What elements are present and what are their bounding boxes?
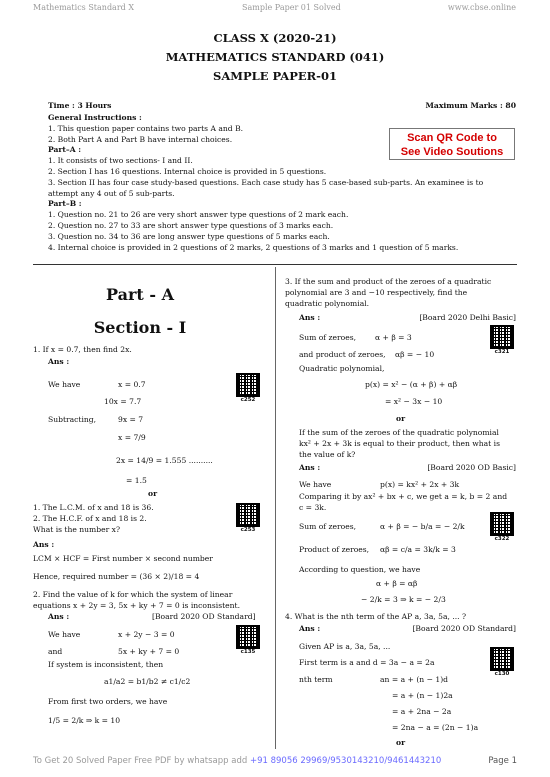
q3-line: quadratic polynomial. — [285, 299, 370, 308]
q3-answer-line: p(x) = x² − (α + β) + αβ — [365, 380, 458, 389]
q3b-answer-line: α + β = − b/a = − 2/k — [380, 522, 465, 531]
instruction-line: 1. This question paper contains two parts A and B. — [48, 123, 244, 133]
running-header — [0, 3, 550, 17]
subject-title: MATHEMATICS STANDARD (041) — [165, 50, 385, 64]
instruction-line: 2. Section I has 16 questions. Internal choice is provided in 5 questions. — [48, 166, 327, 176]
q4-answer-line: nth term — [299, 675, 333, 684]
q1-line: Subtracting, — [48, 415, 97, 424]
time-label: Time : 3 Hours — [48, 101, 112, 110]
q1b-line: 2. The H.C.F. of x and 18 is 2. — [33, 514, 147, 523]
q3b-line: the value of k? — [299, 450, 356, 459]
q3b-answer-line: Comparing it by ax² + bx + c, we get a = k, b = 2 and — [299, 492, 508, 501]
instruction-line: 3. Section II has four case study-based questions. Each case study has 5 case-based sub-parts. An examinee is to — [48, 177, 484, 187]
answer-label: Ans : — [33, 540, 55, 549]
q3b-answer-line: According to question, we have — [299, 565, 421, 574]
q2-answer-line: If system is inconsistent, then — [48, 660, 164, 669]
source-label: [Board 2020 OD Standard] — [412, 624, 516, 633]
qr-icon — [236, 625, 260, 649]
paper-title: SAMPLE PAPER-01 — [213, 69, 337, 83]
q2-answer-line: x + 2y − 3 = 0 — [118, 630, 175, 639]
q1b-answer-line: LCM × HCF = First number × second number — [33, 554, 213, 563]
qr-code-label: c130 — [494, 671, 510, 677]
answer-label: Ans : — [299, 624, 321, 633]
q4-answer-line: = 2na − a = (2n − 1)a — [392, 723, 479, 732]
q1b-answer-line: Hence, required number = (36 × 2)/18 = 4 — [33, 572, 200, 581]
q3-line: 3. If the sum and product of the zeroes of a quadratic — [285, 277, 492, 286]
q3-answer-line: Quadratic polynomial, — [299, 364, 385, 373]
qr-code[interactable] — [490, 512, 514, 542]
q1b-line: 1. The L.C.M. of x and 18 is 36. — [33, 503, 154, 512]
instruction-line: 2. Both Part A and Part B have internal choices. — [48, 134, 233, 144]
q3-answer-line: Sum of zeroes, — [299, 333, 357, 342]
question-1: 1. If x = 0.7̄, then find 2x. — [33, 345, 132, 354]
instruction-line: attempt any 4 out of 5 sub-parts. — [48, 188, 175, 198]
q4-answer-line: First term is a and d = 3a − a = 2a — [299, 658, 435, 667]
footer-phones[interactable]: +91 89056 29969/9530143210/9461443210 — [249, 756, 442, 766]
q3-answer-line: and product of zeroes, — [299, 350, 386, 359]
q3b-answer-line: Product of zeroes, — [299, 545, 370, 554]
q3b-answer-line: We have — [299, 480, 332, 489]
class-title: CLASS X (2020-21) — [213, 31, 337, 45]
paper-titles — [0, 29, 550, 86]
header-left: Mathematics Standard X — [33, 3, 135, 12]
q4-answer-line: = a + (n − 1)2a — [392, 691, 453, 700]
partB-heading: Part–B : — [48, 199, 82, 209]
answer-label: Ans : — [299, 313, 321, 322]
q2-answer-line: 5x + ky + 7 = 0 — [118, 647, 180, 656]
qr-code-label: c252 — [240, 397, 256, 403]
q4-answer-line: an = a + (n − 1)d — [380, 675, 449, 684]
q2-answer-line: 1/5 = 2/k ⇒ k = 10 — [48, 716, 121, 725]
q3b-answer-line: p(x) = kx² + 2x + 3k — [380, 480, 460, 489]
q3b-answer-line: Sum of zeroes, — [299, 522, 357, 531]
source-label: [Board 2020 OD Standard] — [152, 612, 256, 621]
column-divider — [275, 267, 276, 749]
q3-line: polynomial are 3 and −10 respectively, find the — [285, 288, 468, 297]
qr-icon — [236, 373, 260, 397]
q2-answer-line: We have — [48, 630, 81, 639]
page-number: Page 1 — [488, 756, 517, 766]
instruction-line: 1. It consists of two sections- I and II. — [48, 156, 193, 166]
qr-code[interactable] — [236, 625, 260, 655]
qr-icon — [490, 647, 514, 671]
qr-icon — [236, 503, 260, 527]
q1-line: 2x = 14/9 = 1.555 .......... — [116, 456, 213, 465]
q1-line: We have — [48, 380, 81, 389]
section-heading: Section - I — [93, 318, 187, 337]
qr-code[interactable] — [236, 503, 260, 533]
q1-line: 10x = 7.7̄ — [104, 397, 142, 406]
q3b-answer-line: c = 3k. — [299, 503, 327, 512]
q2-answer-line: and — [48, 647, 63, 656]
q3b-answer-line: αβ = c/a = 3k/k = 3 — [380, 545, 456, 554]
qr-icon — [490, 512, 514, 536]
page-footer — [33, 756, 517, 766]
general-heading: General Instructions : — [48, 113, 142, 122]
marks-label: Maximum Marks : 80 — [425, 101, 516, 110]
qr-code-label: c135 — [240, 649, 256, 655]
q3b-line: If the sum of the zeroes of the quadratic polynomial — [299, 428, 499, 437]
q1-line: 9x = 7 — [118, 415, 144, 424]
q3b-answer-line: − 2/k = 3 ⇒ k = − 2/3 — [361, 595, 446, 604]
q2-answer-line: From first two orders, we have — [48, 697, 168, 706]
qr-icon — [490, 325, 514, 349]
instruction-line: 2. Question no. 27 to 33 are short answer type questions of 3 marks each. — [48, 220, 334, 230]
q3-answer-line: α + β = 3 — [375, 333, 412, 342]
q2-line: 2. Find the value of k for which the system of linear — [33, 590, 233, 599]
instruction-line: 3. Question no. 34 to 36 are long answer type questions of 5 marks each. — [48, 231, 330, 241]
question-4: 4. What is the nth term of the AP a, 3a, 5a, ... ? — [285, 612, 467, 621]
q2-line: equations x + 2y = 3, 5x + ky + 7 = 0 is inconsistent. — [33, 601, 241, 610]
header-center: Sample Paper 01 Solved — [242, 3, 341, 12]
q4-answer-line: Given AP is a, 3a, 5a, ... — [299, 642, 391, 651]
qr-code[interactable] — [490, 647, 514, 677]
header-right: www.cbse.online — [447, 3, 516, 12]
instruction-line: 4. Internal choice is provided in 2 questions of 2 marks, 2 questions of 3 marks and 1 question of 5 marks. — [48, 242, 459, 252]
q2-answer-line: a1/a2 = b1/b2 ≠ c1/c2 — [104, 677, 191, 686]
qr-code[interactable] — [236, 373, 260, 403]
or-separator: or — [396, 414, 406, 423]
q4-answer-line: = a + 2na − 2a — [392, 707, 452, 716]
instruction-line: 1. Question no. 21 to 26 are very short answer type questions of 2 mark each. — [48, 210, 349, 220]
q1-line: = 1.5̄ — [126, 476, 147, 485]
q3b-line: kx² + 2x + 3k is equal to their product, then what is — [299, 439, 500, 448]
source-label: [Board 2020 Delhi Basic] — [419, 313, 516, 322]
answer-label: Ans : — [299, 463, 321, 472]
or-separator: or — [396, 738, 406, 747]
answer-label: Ans : — [48, 612, 70, 621]
source-label: [Board 2020 OD Basic] — [427, 463, 516, 472]
qr-code-label: c322 — [494, 536, 510, 542]
qr-code-label: c321 — [494, 349, 510, 355]
qr-code[interactable] — [490, 325, 514, 355]
footer-text: To Get 20 Solved Paper Free PDF by whatsapp add — [33, 756, 250, 766]
scan-line-1: Scan QR Code to — [407, 132, 497, 144]
q1-line: x = 0.7̄ — [118, 380, 146, 389]
scan-qr-banner[interactable] — [389, 128, 515, 160]
q3-answer-line: αβ = − 10 — [395, 350, 435, 359]
partA-heading: Part–A : — [48, 145, 82, 155]
part-heading: Part - A — [106, 285, 174, 304]
q1-line: x = 7/9 — [118, 433, 146, 442]
or-separator: or — [148, 489, 158, 498]
qr-code-label: c253 — [240, 527, 256, 533]
q1b-line: What is the number x? — [33, 525, 121, 534]
section-divider — [33, 264, 517, 265]
q3b-answer-line: α + β = αβ — [376, 579, 418, 588]
answer-label: Ans : — [48, 357, 70, 366]
scan-line-2: See Video Soutions — [400, 146, 504, 158]
q3-answer-line: = x² − 3x − 10 — [385, 397, 443, 406]
